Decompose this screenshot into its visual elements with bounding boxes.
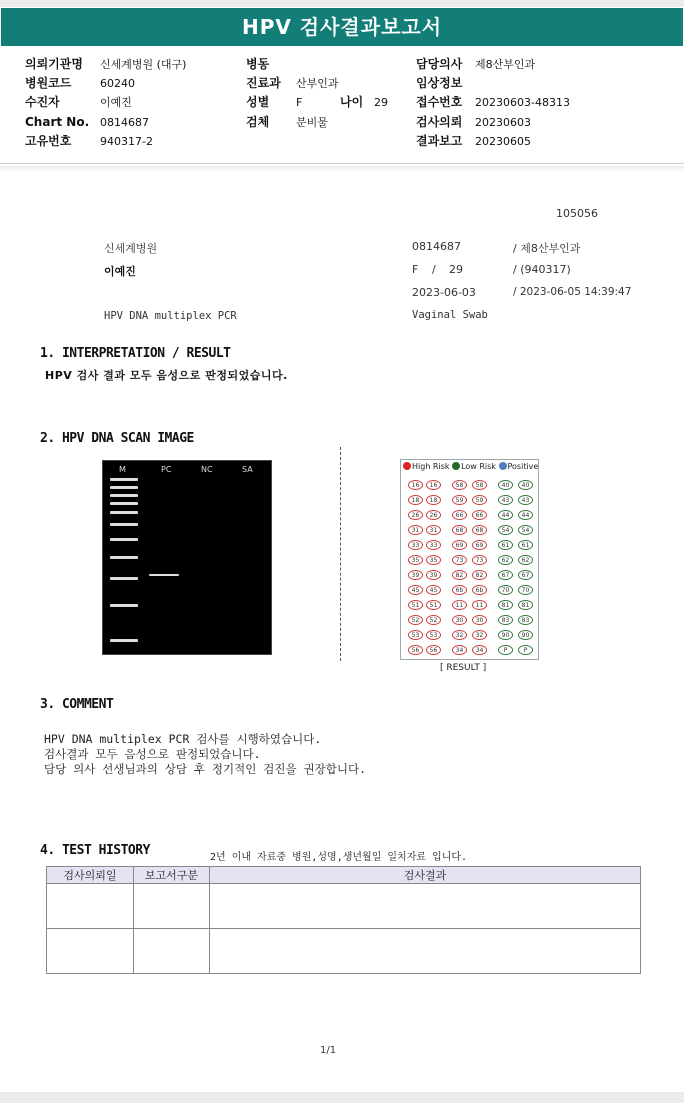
- birth-id: / (940317): [513, 263, 571, 276]
- comment-line-2: 검사결과 모두 음성으로 판정되었습니다.: [44, 747, 261, 761]
- department: / 제8산부인과: [513, 242, 581, 255]
- legend-positive: Positive: [507, 462, 539, 471]
- ladder-band: [110, 486, 138, 489]
- hpv-type-cell: 90: [518, 630, 533, 640]
- hpv-type-cell: 58: [452, 480, 467, 490]
- hpv-type-cell: 66: [472, 510, 487, 520]
- section-test-history-title: 4. TEST HISTORY: [40, 843, 150, 858]
- header-value: 산부인과: [296, 77, 339, 90]
- ladder-band: [110, 556, 138, 559]
- hpv-type-cell: 31: [408, 525, 423, 535]
- hpv-type-cell: 54: [518, 525, 533, 535]
- hpv-type-cell: P: [518, 645, 533, 655]
- chart-number: 0814687: [412, 240, 461, 253]
- ladder-band: [110, 639, 138, 642]
- hpv-type-cell: 43: [518, 495, 533, 505]
- hpv-type-cell: 56: [426, 645, 441, 655]
- low-risk-dot: [452, 462, 460, 470]
- col-request-date: 검사의뢰일: [47, 867, 134, 884]
- hpv-type-cell: 33: [408, 540, 423, 550]
- age-label: 나이: [340, 95, 364, 109]
- sex: F: [412, 263, 419, 276]
- header-value: 제8산부인과: [475, 58, 536, 71]
- col-test-result: 검사결과: [210, 867, 641, 884]
- hpv-type-cell: 33: [426, 540, 441, 550]
- table-cell: [210, 929, 641, 974]
- interpretation-text: HPV 검사 결과 모두 음성으로 판정되었습니다.: [45, 369, 288, 382]
- age-value: 29: [374, 96, 388, 109]
- header-label: Chart No.: [25, 115, 90, 129]
- hpv-type-cell: 18: [408, 495, 423, 505]
- hpv-type-cell: 44: [498, 510, 513, 520]
- header-label: 병원코드: [25, 76, 72, 90]
- hpv-type-cell: 34: [452, 645, 467, 655]
- hpv-type-cell: 11: [452, 600, 467, 610]
- header-divider: [0, 163, 684, 164]
- ladder-band: [110, 494, 138, 497]
- hpv-type-cell: 26: [408, 510, 423, 520]
- specimen-type: Vaginal Swab: [412, 309, 488, 321]
- header-label: 진료과: [246, 76, 281, 90]
- header-label: 검사의뢰: [416, 115, 463, 129]
- ladder-band: [110, 502, 138, 505]
- hpv-type-cell: 32: [472, 630, 487, 640]
- hpv-type-cell: 39: [426, 570, 441, 580]
- header-value: 이예진: [100, 96, 132, 109]
- col-report-type: 보고서구분: [134, 867, 210, 884]
- hpv-type-cell: P: [498, 645, 513, 655]
- hpv-type-cell: 30: [472, 615, 487, 625]
- hpv-type-cell: 83: [498, 615, 513, 625]
- hpv-type-cell: 67: [498, 570, 513, 580]
- header-shadow: [0, 166, 684, 173]
- header-label: 수진자: [25, 95, 60, 109]
- hpv-type-cell: 40: [498, 480, 513, 490]
- hpv-type-cell: 61: [498, 540, 513, 550]
- table-header-row: [47, 867, 641, 884]
- lane-label-nc: NC: [201, 465, 213, 474]
- hpv-type-cell: 53: [408, 630, 423, 640]
- ladder-band: [110, 523, 138, 526]
- section-comment-title: 3. COMMENT: [40, 697, 114, 712]
- header-label: 검체: [246, 115, 270, 129]
- header-value: F: [296, 96, 303, 109]
- hpv-type-cell: 44: [518, 510, 533, 520]
- hpv-type-cell: 16: [426, 480, 441, 490]
- hpv-type-cell: 81: [518, 600, 533, 610]
- image-divider: [340, 447, 341, 661]
- hpv-type-cell: 66: [452, 510, 467, 520]
- table-cell: [210, 884, 641, 929]
- hpv-type-cell: 51: [426, 600, 441, 610]
- hpv-type-cell: 68: [452, 525, 467, 535]
- hpv-type-cell: 69: [452, 540, 467, 550]
- hpv-type-cell: 73: [472, 555, 487, 565]
- header-value: 60240: [100, 77, 135, 90]
- hpv-type-cell: 6b: [472, 585, 487, 595]
- test-history-table: [46, 866, 641, 974]
- hpv-type-cell: 53: [426, 630, 441, 640]
- positive-dot: [499, 462, 507, 470]
- hpv-type-cell: 90: [498, 630, 513, 640]
- header-label: 의뢰기관명: [25, 57, 83, 71]
- hpv-type-cell: 26: [426, 510, 441, 520]
- hpv-type-cell: 70: [498, 585, 513, 595]
- header-label: 담당의사: [416, 57, 463, 71]
- table-cell: [134, 929, 210, 974]
- hpv-type-cell: 59: [472, 495, 487, 505]
- legend-high: High Risk: [412, 462, 450, 471]
- hpv-type-cell: 18: [426, 495, 441, 505]
- ladder-band: [110, 604, 138, 607]
- hpv-type-cell: 69: [472, 540, 487, 550]
- header-value: 20230603-48313: [475, 96, 570, 109]
- hpv-type-cell: 67: [518, 570, 533, 580]
- hpv-type-cell: 52: [408, 615, 423, 625]
- table-cell: [47, 929, 134, 974]
- age: 29: [449, 263, 463, 276]
- table-cell: [47, 884, 134, 929]
- gel-image: [102, 460, 272, 655]
- report-datetime: / 2023-06-05 14:39:47: [513, 286, 632, 298]
- header-value: 940317-2: [100, 135, 153, 148]
- sex-age-separator: /: [432, 263, 436, 276]
- header-value: 0814687: [100, 116, 149, 129]
- top-strip: [0, 0, 684, 7]
- lane-label-sa: SA: [242, 465, 253, 474]
- ladder-band: [110, 511, 138, 514]
- lane-label-pc: PC: [161, 465, 172, 474]
- hpv-type-cell: 82: [472, 570, 487, 580]
- high-risk-dot: [403, 462, 411, 470]
- result-legend: [403, 462, 538, 471]
- header-value: 분비물: [296, 116, 328, 129]
- hpv-type-cell: 61: [518, 540, 533, 550]
- ladder-band: [110, 478, 138, 481]
- legend-low: Low Risk: [461, 462, 496, 471]
- header-label: 성별: [246, 95, 270, 109]
- hpv-type-cell: 40: [518, 480, 533, 490]
- patient-name: 이예진: [104, 265, 136, 278]
- hpv-type-cell: 45: [408, 585, 423, 595]
- comment-line-3: 담당 의사 선생님과의 상담 후 정기적인 검진을 권장합니다.: [44, 762, 367, 776]
- hpv-type-cell: 59: [452, 495, 467, 505]
- hpv-type-cell: 35: [408, 555, 423, 565]
- header-label: 병동: [246, 57, 270, 71]
- table-row: [47, 929, 641, 974]
- header-label: 고유번호: [25, 134, 72, 148]
- hpv-type-cell: 73: [452, 555, 467, 565]
- hpv-type-cell: 68: [472, 525, 487, 535]
- ladder-band: [110, 577, 138, 580]
- table-cell: [134, 884, 210, 929]
- header-label: 임상정보: [416, 76, 463, 90]
- hpv-type-cell: 43: [498, 495, 513, 505]
- page-number: 1/1: [320, 1045, 337, 1056]
- pc-band: [149, 574, 179, 576]
- lane-label-m: M: [119, 465, 126, 474]
- test-name: HPV DNA multiplex PCR: [104, 310, 237, 322]
- bottom-strip: [0, 1092, 684, 1103]
- hpv-type-cell: 56: [408, 645, 423, 655]
- hpv-type-cell: 52: [426, 615, 441, 625]
- hpv-type-cell: 11: [472, 600, 487, 610]
- hpv-type-cell: 31: [426, 525, 441, 535]
- request-date: 2023-06-03: [412, 286, 476, 299]
- comment-line-1: HPV DNA multiplex PCR 검사를 시행하였습니다.: [44, 732, 322, 746]
- hpv-type-cell: 45: [426, 585, 441, 595]
- header-value: 20230603: [475, 116, 531, 129]
- table-row: [47, 884, 641, 929]
- hpv-type-cell: 16: [408, 480, 423, 490]
- header-label: 결과보고: [416, 134, 463, 148]
- hpv-type-cell: 62: [518, 555, 533, 565]
- hpv-type-cell: 70: [518, 585, 533, 595]
- hpv-type-cell: 62: [498, 555, 513, 565]
- report-title: HPV 검사결과보고서: [1, 8, 683, 46]
- hpv-type-cell: 30: [452, 615, 467, 625]
- result-caption: [ RESULT ]: [440, 663, 487, 673]
- ladder-band: [110, 538, 138, 541]
- hpv-type-cell: 35: [426, 555, 441, 565]
- section-interpretation-title: 1. INTERPRETATION / RESULT: [40, 346, 231, 361]
- hpv-type-cell: 32: [452, 630, 467, 640]
- hpv-type-cell: 6b: [452, 585, 467, 595]
- hpv-type-cell: 51: [408, 600, 423, 610]
- document-number: 105056: [556, 207, 598, 220]
- header-label: 접수번호: [416, 95, 463, 109]
- hpv-type-cell: 83: [518, 615, 533, 625]
- header-value: 신세계병원 (대구): [100, 58, 187, 71]
- hpv-type-cell: 54: [498, 525, 513, 535]
- hospital-name: 신세계병원: [104, 242, 158, 255]
- section-scan-image-title: 2. HPV DNA SCAN IMAGE: [40, 431, 194, 446]
- hpv-type-cell: 39: [408, 570, 423, 580]
- hpv-type-cell: 82: [452, 570, 467, 580]
- hpv-type-cell: 58: [472, 480, 487, 490]
- header-value: 20230605: [475, 135, 531, 148]
- hpv-type-cell: 34: [472, 645, 487, 655]
- hpv-type-cell: 81: [498, 600, 513, 610]
- test-history-note: 2년 이내 자료중 병원,성명,생년월일 일치자료 입니다.: [210, 852, 468, 863]
